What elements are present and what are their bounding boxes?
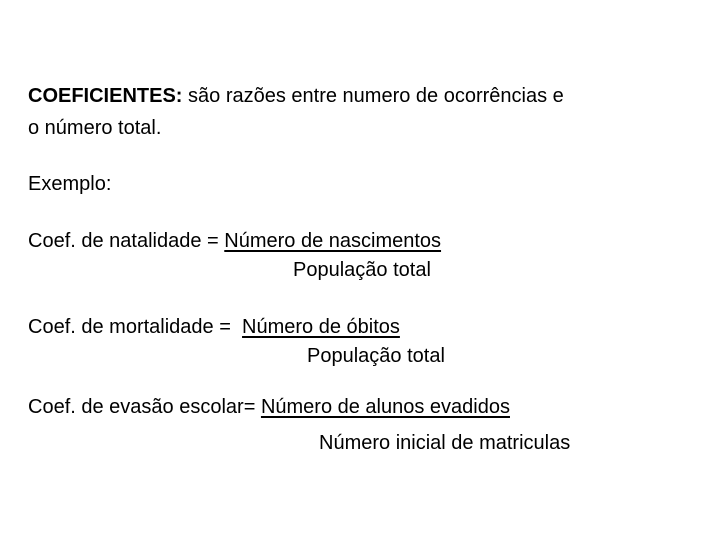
formula-label: Coef. de natalidade <box>28 230 202 252</box>
example-label: Exemplo: <box>28 173 112 195</box>
formula-denominator: População total <box>293 259 431 281</box>
intro-text-2: o número total. <box>28 117 162 139</box>
formula-numerator: Número de óbitos <box>242 316 400 338</box>
formula-mortalidade <box>28 315 400 339</box>
formula-label: Coef. de mortalidade <box>28 316 214 338</box>
formula-equals: = <box>213 316 243 338</box>
formula-denominator: População total <box>307 345 445 367</box>
formula-equals: = <box>201 230 225 252</box>
intro-line-2 <box>28 116 161 140</box>
intro-text-1: são razões entre numero de ocorrências e <box>182 85 564 107</box>
formula-label: Coef. de evasão escolar <box>28 396 244 418</box>
formula-numerator: Número de nascimentos <box>224 230 442 252</box>
formula-denominator: Número inicial de matriculas <box>319 432 571 454</box>
formula-evasao-escolar <box>28 395 510 419</box>
intro-line-1 <box>28 84 564 108</box>
formula-equals: = <box>243 396 261 418</box>
intro-term: COEFICIENTES: <box>28 85 183 107</box>
formula-numerator: Número de alunos evadidos <box>260 396 510 418</box>
formula-natalidade <box>28 229 441 253</box>
